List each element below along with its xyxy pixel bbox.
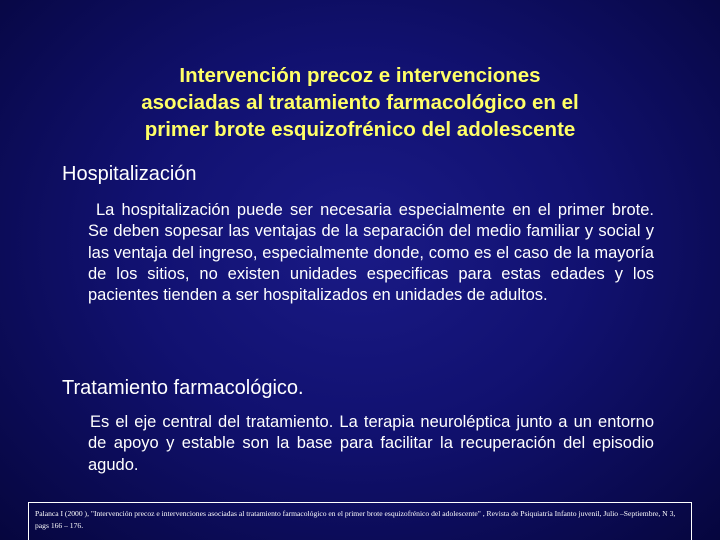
slide-title-line-3: primer brote esquizofrénico del adolescente [144,118,576,141]
slide-title-line-1: Intervención precoz e intervenciones [179,64,541,87]
section-text-hospitalization: La hospitalización puede ser necesaria especialmente en el primer brote. Se deben sopesar las ventajas de la separación del medio familiar y social y las ventaja del ingreso, especialmente donde, como es el caso de la mayoría de los sitios, no existen unidades especificas para estas edades y los pacientes tienden a ser hospitalizados en unidades de adultos. [88,201,654,305]
slide-title-line-2: asociadas al tratamiento farmacológico en el [141,91,579,114]
section-heading-pharmacological-treatment: Tratamiento farmacológico. [62,377,304,399]
reference-citation: Palanca I (2000 ), "Intervención precoz e intervenciones asociadas al tratamiento farmacológico en el primer brote esquizofrénico del adolescente" , Revista de Psiquiatría Infanto juvenil, Julio –Septiembre, N 3, pags 166 – 176. [28,502,692,540]
section-text-pharmacological-treatment: Es el eje central del tratamiento. La terapia neuroléptica junto a un entorno de apoyo y estable son la base para facilitar la recuperación del episodio agudo. [88,413,654,474]
slide-title [30,62,690,143]
section-heading-hospitalization: Hospitalización [62,163,197,185]
